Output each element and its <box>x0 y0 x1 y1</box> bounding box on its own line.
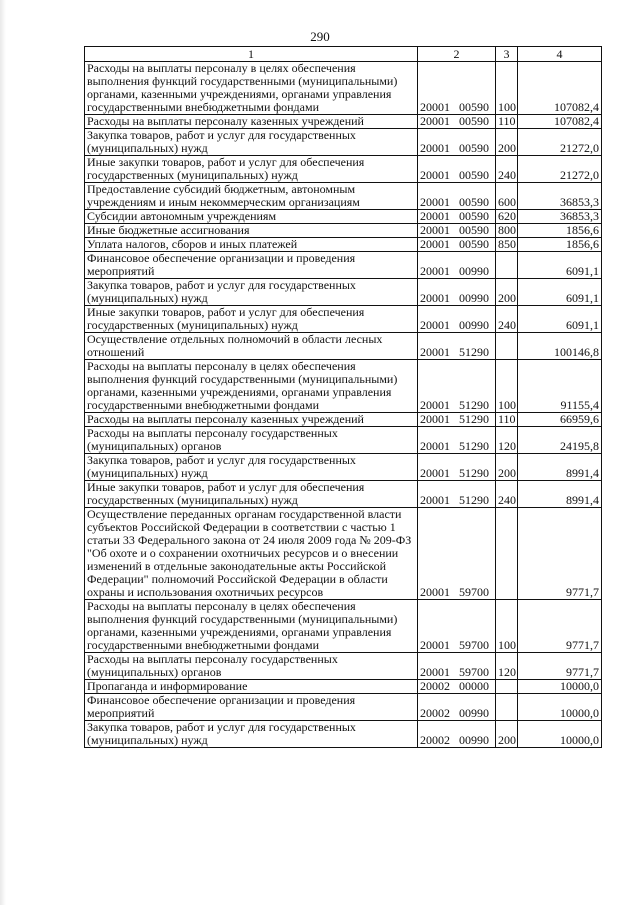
row-code: 20001 00590 <box>418 129 496 156</box>
row-code: 20001 59700 <box>418 600 496 653</box>
row-expense-type: 100 <box>496 360 518 413</box>
row-expense-type: 800 <box>496 224 518 238</box>
row-expense-type <box>496 694 518 721</box>
header-col-2: 2 <box>418 47 496 62</box>
table-row <box>85 454 602 481</box>
row-code: 20001 51290 <box>418 481 496 508</box>
row-expense-type: 110 <box>496 413 518 427</box>
row-name: Осуществление отдельных полномочий в области лесных отношений <box>85 333 418 360</box>
row-code: 20001 51290 <box>418 413 496 427</box>
row-expense-type: 120 <box>496 653 518 680</box>
row-amount: 6091,1 <box>518 279 602 306</box>
row-name: Финансовое обеспечение организации и проведения мероприятий <box>85 252 418 279</box>
row-code: 20001 00990 <box>418 306 496 333</box>
row-name: Осуществление переданных органам государственной власти субъектов Российской Федерации в соответствии с частью 1 статьи 33 Федерального закона от 24 июля 2009 года № 209-ФЗ "Об охоте и о сохранении охотничьих ресурсов и о внесении изменений в отдельные законодательные акты Российской Федерации" полномочий Российской Федерации в области охраны и использования охотничьих ресурсов <box>85 508 418 600</box>
row-expense-type: 850 <box>496 238 518 252</box>
row-name: Иные закупки товаров, работ и услуг для обеспечения государственных (муниципальных) нужд <box>85 306 418 333</box>
table-row <box>85 115 602 129</box>
row-name: Расходы на выплаты персоналу казенных учреждений <box>85 115 418 129</box>
table-row <box>85 238 602 252</box>
row-amount: 66959,6 <box>518 413 602 427</box>
header-col-1: 1 <box>85 47 418 62</box>
row-expense-type: 200 <box>496 279 518 306</box>
row-code: 20001 00590 <box>418 183 496 210</box>
row-code: 20001 00590 <box>418 224 496 238</box>
row-code: 20001 00990 <box>418 279 496 306</box>
row-code: 20001 00590 <box>418 238 496 252</box>
row-name: Расходы на выплаты персоналу в целях обеспечения выполнения функций государственными (муниципальными) органами, казенными учреждениями, органами управления государственными внебюджетными фондами <box>85 62 418 115</box>
row-code: 20001 51290 <box>418 360 496 413</box>
row-name: Расходы на выплаты персоналу государственных (муниципальных) органов <box>85 427 418 454</box>
row-expense-type <box>496 680 518 694</box>
row-name: Финансовое обеспечение организации и проведения мероприятий <box>85 694 418 721</box>
row-code: 20001 59700 <box>418 653 496 680</box>
row-amount: 21272,0 <box>518 156 602 183</box>
row-name: Закупка товаров, работ и услуг для государственных (муниципальных) нужд <box>85 129 418 156</box>
row-code: 20002 00000 <box>418 680 496 694</box>
row-code: 20001 00590 <box>418 62 496 115</box>
row-name: Иные закупки товаров, работ и услуг для обеспечения государственных (муниципальных) нужд <box>85 156 418 183</box>
table-row <box>85 481 602 508</box>
table-row <box>85 129 602 156</box>
table-row <box>85 694 602 721</box>
row-amount: 9771,7 <box>518 508 602 600</box>
row-expense-type: 200 <box>496 721 518 748</box>
row-name: Расходы на выплаты персоналу казенных учреждений <box>85 413 418 427</box>
table-row <box>85 210 602 224</box>
budget-table-body <box>85 47 602 748</box>
table-row <box>85 600 602 653</box>
row-amount: 21272,0 <box>518 129 602 156</box>
table-row <box>85 306 602 333</box>
row-expense-type: 240 <box>496 306 518 333</box>
header-col-3: 3 <box>496 47 518 62</box>
row-name: Закупка товаров, работ и услуг для государственных (муниципальных) нужд <box>85 454 418 481</box>
row-name: Закупка товаров, работ и услуг для государственных (муниципальных) нужд <box>85 279 418 306</box>
row-amount: 6091,1 <box>518 252 602 279</box>
row-amount: 107082,4 <box>518 62 602 115</box>
row-amount: 10000,0 <box>518 694 602 721</box>
row-expense-type: 200 <box>496 129 518 156</box>
table-row <box>85 279 602 306</box>
row-expense-type: 200 <box>496 454 518 481</box>
table-row <box>85 252 602 279</box>
row-amount: 8991,4 <box>518 454 602 481</box>
row-name: Иные закупки товаров, работ и услуг для обеспечения государственных (муниципальных) нужд <box>85 481 418 508</box>
row-amount: 91155,4 <box>518 360 602 413</box>
budget-table <box>84 46 602 748</box>
table-row <box>85 413 602 427</box>
row-amount: 100146,8 <box>518 333 602 360</box>
row-expense-type: 100 <box>496 62 518 115</box>
row-amount: 10000,0 <box>518 721 602 748</box>
row-amount: 24195,8 <box>518 427 602 454</box>
row-expense-type <box>496 252 518 279</box>
row-amount: 8991,4 <box>518 481 602 508</box>
row-expense-type <box>496 508 518 600</box>
row-code: 20002 00990 <box>418 694 496 721</box>
row-code: 20001 51290 <box>418 427 496 454</box>
row-code: 20001 51290 <box>418 333 496 360</box>
row-name: Уплата налогов, сборов и иных платежей <box>85 238 418 252</box>
table-row <box>85 721 602 748</box>
row-code: 20001 59700 <box>418 508 496 600</box>
row-name: Закупка товаров, работ и услуг для государственных (муниципальных) нужд <box>85 721 418 748</box>
table-row <box>85 183 602 210</box>
table-row <box>85 62 602 115</box>
row-expense-type: 120 <box>496 427 518 454</box>
table-row <box>85 224 602 238</box>
row-expense-type: 100 <box>496 600 518 653</box>
row-code: 20002 00990 <box>418 721 496 748</box>
table-row <box>85 680 602 694</box>
table-row <box>85 508 602 600</box>
row-expense-type: 240 <box>496 481 518 508</box>
row-amount: 107082,4 <box>518 115 602 129</box>
row-amount: 9771,7 <box>518 600 602 653</box>
row-amount: 36853,3 <box>518 183 602 210</box>
row-expense-type: 240 <box>496 156 518 183</box>
table-row <box>85 427 602 454</box>
row-amount: 6091,1 <box>518 306 602 333</box>
row-code: 20001 51290 <box>418 454 496 481</box>
table-row <box>85 333 602 360</box>
table-row <box>85 360 602 413</box>
row-expense-type: 600 <box>496 183 518 210</box>
row-amount: 9771,7 <box>518 653 602 680</box>
row-amount: 36853,3 <box>518 210 602 224</box>
row-name: Расходы на выплаты персоналу в целях обеспечения выполнения функций государственными (муниципальными) органами, казенными учреждениями, органами управления государственными внебюджетными фондами <box>85 600 418 653</box>
row-amount: 10000,0 <box>518 680 602 694</box>
row-code: 20001 00590 <box>418 156 496 183</box>
row-name: Расходы на выплаты персоналу государственных (муниципальных) органов <box>85 653 418 680</box>
page-number: 290 <box>310 29 330 44</box>
row-name: Субсидии автономным учреждениям <box>85 210 418 224</box>
table-header-row <box>85 47 602 62</box>
table-row <box>85 156 602 183</box>
row-name: Предоставление субсидий бюджетным, автономным учреждениям и иным некоммерческим организациям <box>85 183 418 210</box>
row-name: Иные бюджетные ассигнования <box>85 224 418 238</box>
row-name: Пропаганда и информирование <box>85 680 418 694</box>
row-code: 20001 00590 <box>418 210 496 224</box>
row-amount: 1856,6 <box>518 224 602 238</box>
row-name: Расходы на выплаты персоналу в целях обеспечения выполнения функций государственными (муниципальными) органами, казенными учреждениями, органами управления государственными внебюджетными фондами <box>85 360 418 413</box>
row-amount: 1856,6 <box>518 238 602 252</box>
row-code: 20001 00990 <box>418 252 496 279</box>
header-col-4: 4 <box>518 47 602 62</box>
row-expense-type: 110 <box>496 115 518 129</box>
row-expense-type: 620 <box>496 210 518 224</box>
row-code: 20001 00590 <box>418 115 496 129</box>
row-expense-type <box>496 333 518 360</box>
scan-edge-shadow <box>0 0 6 905</box>
table-row <box>85 653 602 680</box>
